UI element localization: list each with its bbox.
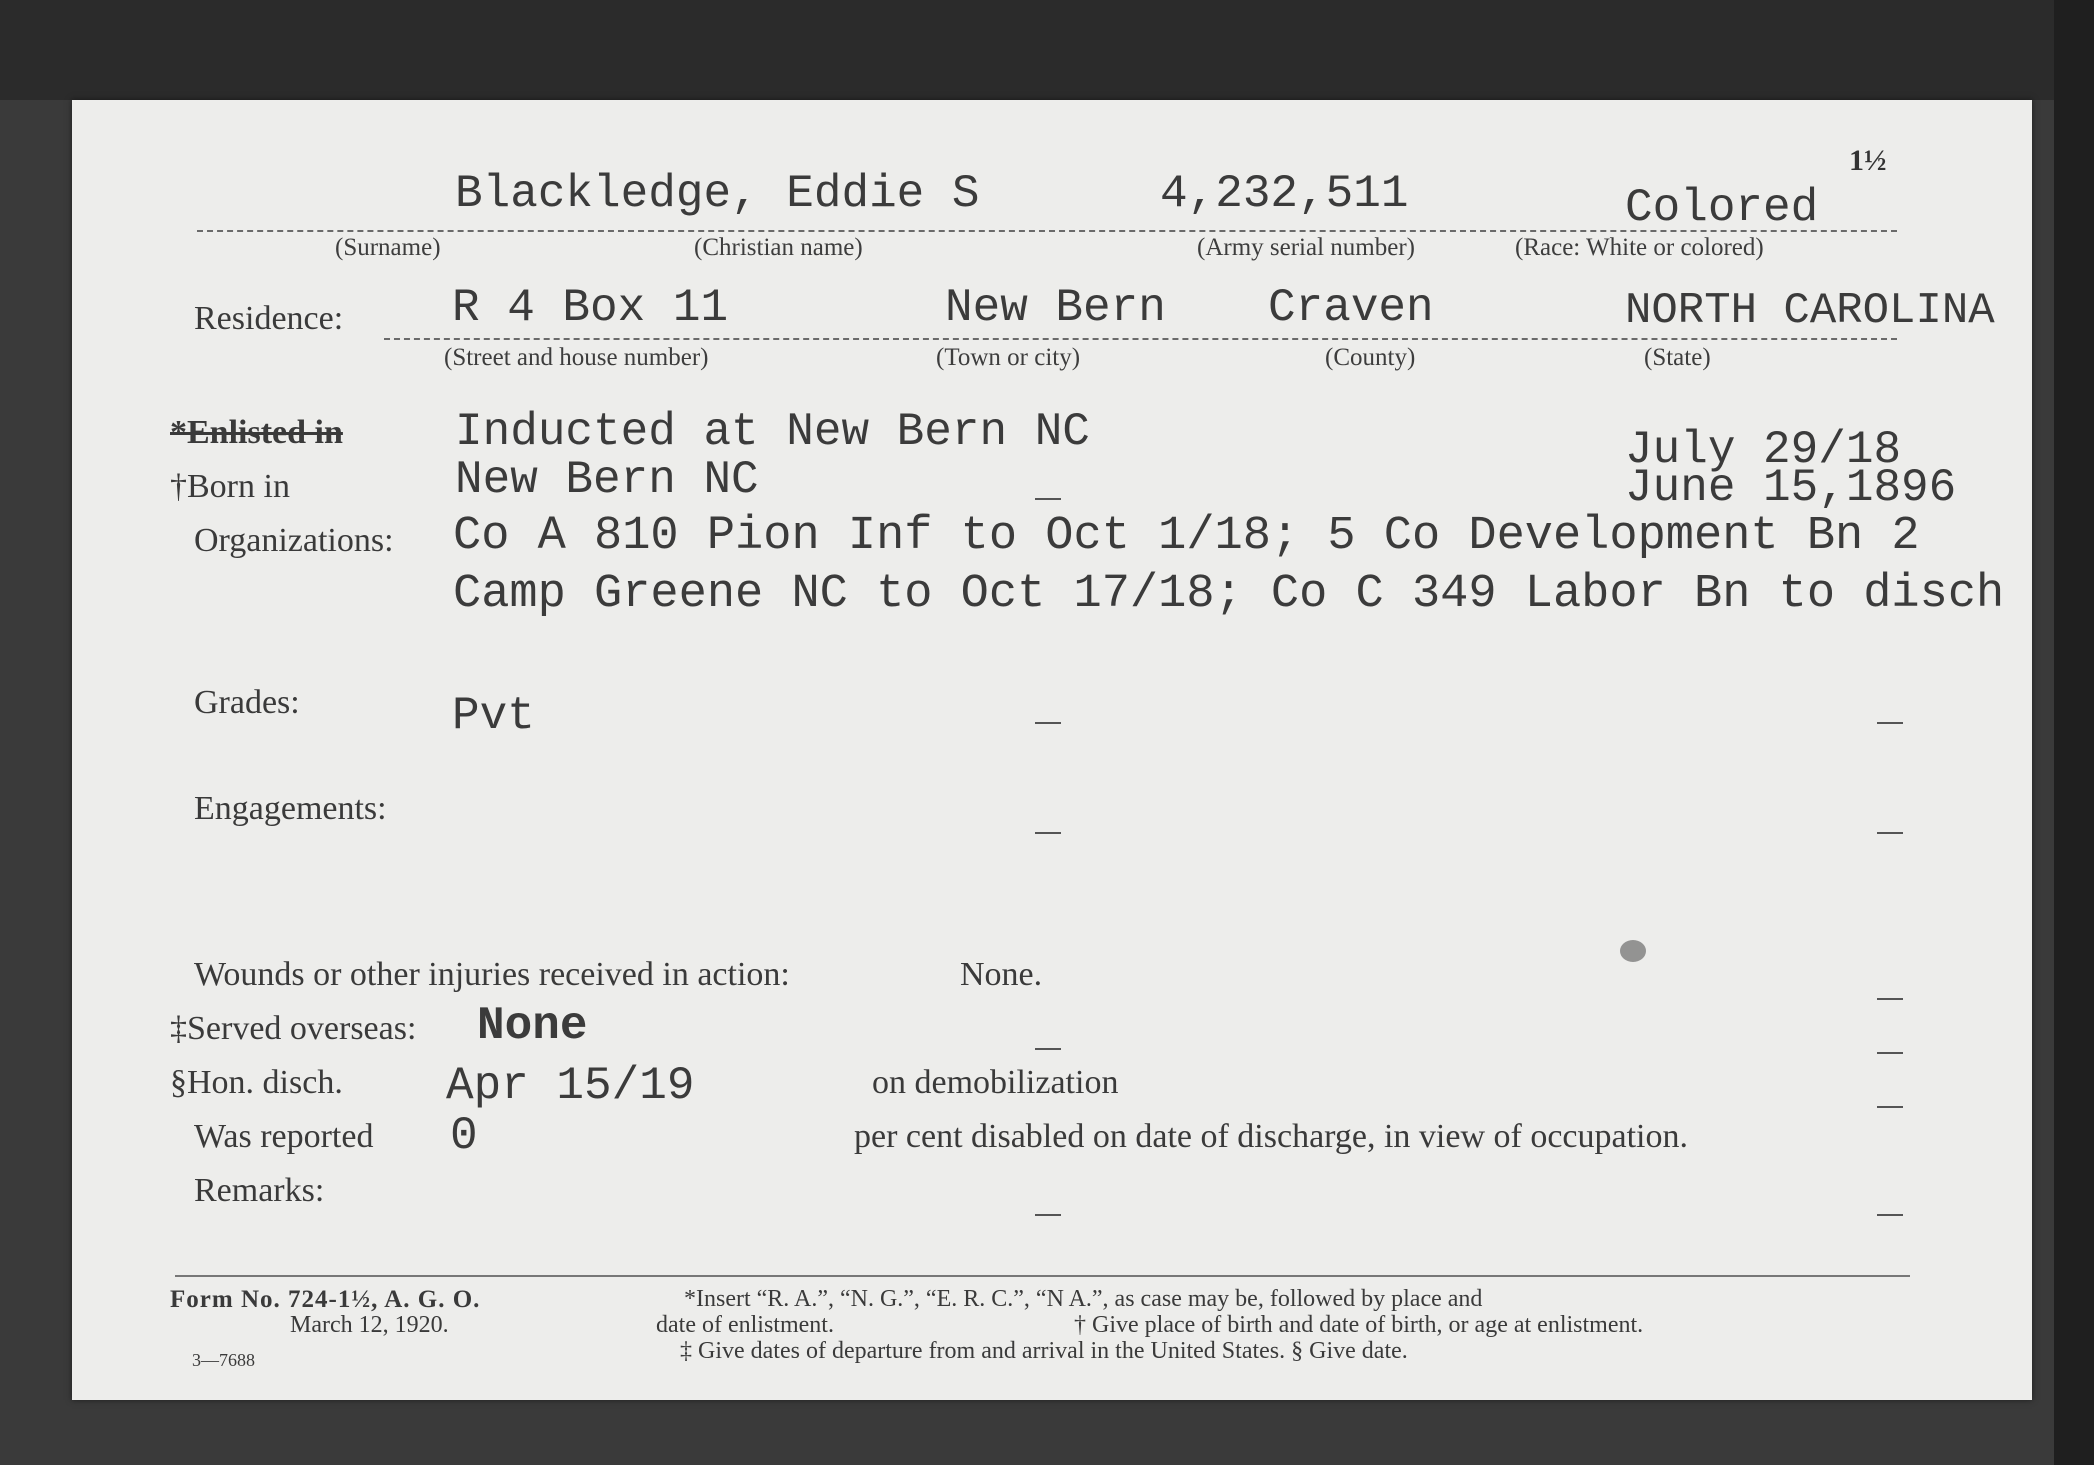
- footnote-line-2a: date of enlistment.: [656, 1312, 834, 1338]
- army-serial-number: 4,232,511: [1160, 168, 1409, 220]
- form-date: March 12, 1920.: [290, 1312, 449, 1338]
- service-record-card: [72, 100, 2032, 1400]
- overseas-label: ‡Served overseas:: [170, 1010, 417, 1047]
- engagements-label: Engagements:: [194, 790, 387, 827]
- caption-serial-number: (Army serial number): [1197, 234, 1415, 261]
- caption-county: (County): [1325, 344, 1416, 371]
- race-value: Colored: [1625, 182, 1819, 234]
- reported-text: per cent disabled on date of discharge, in view of occupation.: [854, 1118, 1688, 1155]
- residence-street: R 4 Box 11: [452, 282, 729, 334]
- remarks-label: Remarks:: [194, 1172, 325, 1209]
- caption-christian-name: (Christian name): [694, 234, 863, 261]
- discharge-date: Apr 15/19: [446, 1060, 695, 1112]
- wounds-label: Wounds or other injuries received in action:: [194, 956, 790, 993]
- grades-dash-middle: [1035, 722, 1061, 724]
- footnote-line-1: *Insert “R. A.”, “N. G.”, “E. R. C.”, “N A.”, as case may be, followed by place and: [684, 1286, 1483, 1312]
- enlisted-date: July 29/18: [1625, 424, 1902, 476]
- overseas-dash-right: [1877, 1052, 1903, 1054]
- footnote-line-3: ‡ Give dates of departure from and arrival in the United States. § Give date.: [680, 1338, 1408, 1364]
- grades-value: Pvt: [452, 690, 535, 742]
- residence-state: NORTH CAROLINA: [1625, 286, 1995, 336]
- caption-town: (Town or city): [936, 344, 1081, 371]
- grades-dash-right: [1877, 722, 1903, 724]
- residence-label: Residence:: [194, 300, 344, 337]
- form-number: Form No. 724-1½, A. G. O.: [170, 1286, 481, 1313]
- footer-rule: [175, 1275, 1910, 1277]
- card-number: 1½: [1849, 144, 1887, 177]
- engagements-dash-right: [1877, 832, 1903, 834]
- discharge-dash-right: [1877, 1106, 1903, 1108]
- scan-background-right: [2054, 0, 2094, 1465]
- remarks-dash-middle: [1035, 1214, 1061, 1216]
- caption-street: (Street and house number): [444, 344, 709, 371]
- print-code: 3—7688: [192, 1350, 255, 1370]
- organizations-label: Organizations:: [194, 522, 394, 559]
- organizations-line-1: Co A 810 Pion Inf to Oct 1/18; 5 Co Development Bn 2: [453, 510, 1920, 563]
- discharge-label: §Hon. disch.: [170, 1064, 343, 1101]
- caption-race: (Race: White or colored): [1515, 234, 1764, 261]
- discharge-text: on demobilization: [872, 1064, 1119, 1101]
- remarks-dash-right: [1877, 1214, 1903, 1216]
- residence-underline: [384, 338, 1897, 340]
- enlisted-label: *Enlisted in: [170, 414, 343, 451]
- caption-surname: (Surname): [335, 234, 441, 261]
- organizations-line-2: Camp Greene NC to Oct 17/18; Co C 349 Labor Bn to disch: [453, 568, 2005, 621]
- scan-background-top: [0, 0, 2094, 100]
- born-label: †Born in: [170, 468, 290, 505]
- enlisted-value: Inducted at New Bern NC: [455, 406, 1090, 458]
- engagements-dash-middle: [1035, 832, 1061, 834]
- grades-label: Grades:: [194, 684, 300, 721]
- overseas-dash-middle: [1035, 1048, 1061, 1050]
- ink-smudge: [1620, 940, 1646, 962]
- surname-christian-name: Blackledge, Eddie S: [455, 168, 980, 220]
- born-place: New Bern NC: [455, 454, 759, 506]
- residence-county: Craven: [1268, 282, 1434, 334]
- footnote-line-2b: † Give place of birth and date of birth, or age at enlistment.: [1074, 1312, 1644, 1338]
- reported-value: 0: [450, 1110, 478, 1162]
- born-dash: [1035, 498, 1061, 500]
- overseas-value: None: [477, 1000, 588, 1052]
- wounds-value: None.: [960, 956, 1043, 993]
- wounds-dash-right: [1877, 998, 1903, 1000]
- born-date: June 15,1896: [1625, 462, 1957, 514]
- caption-state: (State): [1644, 344, 1711, 371]
- header-underline: [197, 230, 1897, 232]
- reported-label: Was reported: [194, 1118, 374, 1155]
- residence-town: New Bern: [945, 282, 1166, 334]
